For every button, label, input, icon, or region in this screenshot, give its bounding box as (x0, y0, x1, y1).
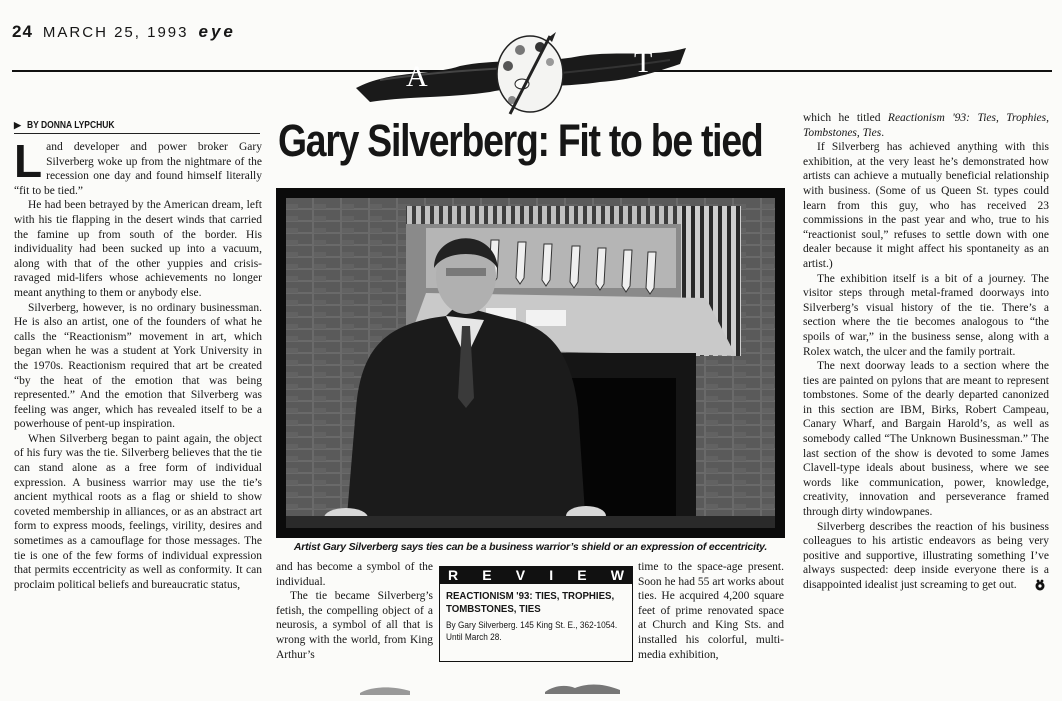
paragraph: Silverberg describes the reaction of his business colleagues to his artistic endeavors as being very positive and supportive, illustrating something I’ve always suspected: deep inside everyone there is a disappointed idealist just screaming to get out. (803, 520, 1049, 591)
paragraph: The exhibition itself is a bit of a journey. The visitor steps through metal-framed doorways into Silverberg’s visual history of the tie. There’s a section where the tie becomes analogous to “the spoils of war,” in the business sense, along with a Rolex watch, the ulcer and the family portrait. (803, 272, 1049, 358)
article-column-4 (803, 111, 1049, 593)
masthead (12, 22, 236, 44)
headline: Gary Silverberg: Fit to be tied (278, 115, 763, 166)
photo-artist-portrait (286, 198, 775, 528)
article-column-2 (276, 560, 433, 662)
paragraph: Land developer and power broker Gary Silverberg woke up from the nightmare of the recession one day and found himself literally “fit to be tied.” (14, 135, 262, 197)
paragraph: If Silverberg has achieved anything with this exhibition, at the very least he’s demonstrated how artists can achieve a mutually beneficial relationship with business. (Some of us Queen St. types could learn from this guy, who has received 23 commissions in the past year and who, true to his “reactionist soul,” refuses to settle down with one dealer because it might affect his spontaneity as an artist.) (803, 141, 1049, 270)
paragraph: The next doorway leads to a section where the ties are painted on pylons that are meant to represent tombstones. Some of the dearly departed canonized in this section are IBM, Birks, Robert Campeau, Canary Wharf, and Bargain Harold’s, as well as somebody called “The Unknown Businessman.” The last section of the show is devoted to some James Clavell-type ideals about business, where we see words like communication, power, knowledge, creativity, innovation and perseverance framed through dirty windowpanes. (803, 360, 1049, 519)
paragraph: Silverberg, however, is no ordinary businessman. He is also an artist, one of the founders of what he calls the “Reactionism” movement in art, which began when he was a student at York University in the 1970s. Reactionism required that art be created “by the heat of the emotion that was being represented.” And the emotion that Silverberg was feeling was anger, which has revealed itself to be a powerhouse of pent-up inspiration. (14, 301, 262, 431)
section-banner-art (350, 30, 690, 110)
decorative-smudge (545, 682, 620, 694)
byline-arrow-icon: ▶ (14, 120, 21, 130)
issue-date: MARCH 25, 1993 (42, 24, 189, 41)
paragraph: time to the space-age present. Soon he had 55 art works about ties. He acquired 4,200 square feet of prime renovated space at Church and King Sts. and installed his colorful, multi-media exhibition, (638, 561, 784, 661)
banner-letter-a: A (406, 60, 428, 93)
review-info-box (439, 566, 633, 662)
photo-caption: Artist Gary Silverberg says ties can be a business warrior’s shield or an expression of eccentricity. (293, 541, 768, 553)
review-show-info: By Gary Silverberg. 145 King St. E., 362-1054. Until March 28. (446, 620, 618, 642)
byline: ▶ BY DONNA LYPCHUK (14, 120, 260, 134)
palette-brush-icon (490, 30, 570, 120)
review-label: R E V I E W (440, 567, 632, 584)
review-show-title: REACTIONISM '93: TIES, TROPHIES, TOMBSTONES, TIES (446, 590, 615, 615)
decorative-smudge (360, 685, 410, 695)
publication-name: eye (198, 22, 236, 41)
page-number: 24 (12, 22, 33, 41)
article-column-1 (14, 135, 262, 592)
eye-logo-icon (1020, 579, 1032, 591)
paragraph: The tie became Silverberg’s fetish, the compelling object of a neurosis, a symbol of all that is wrong with the world, from King Arthur’s (276, 590, 433, 661)
paragraph: He had been betrayed by the American dream, left with his tie flapping in the desert winds that carried the famine up from south of the border. His individuality had been sucked up into a vacuum, along with that of the other yuppies and crisis-ravaged mid-lifers whose achievements no longer meant anything to them or anybody else. (14, 199, 262, 299)
paragraph: which he titled Reactionism '93: Ties, Trophies, Tombstones, Ties. (803, 112, 1050, 139)
paragraph: and has become a symbol of the individual. (276, 561, 433, 588)
banner-letter-t: T (634, 46, 653, 79)
article-column-3 (638, 560, 784, 662)
photo-frame (276, 188, 785, 538)
paragraph: When Silverberg began to paint again, the object of his fury was the tie. Silverberg believes that the tie can stand alone as a free form of individual expression. A business warrior may use the tie’s ancient mythical roots as a flag or shield to show coveted membership in alliances, or as an abstract art form to express moods, feelings, virility, desires and sometimes as a camouflage for those messages. The tie is one of the few forms of individual expression that permits eccentricity as well as conformity. It can proclaim political beliefs and bureaucratic status, (14, 432, 262, 591)
drop-cap: L (14, 135, 43, 187)
